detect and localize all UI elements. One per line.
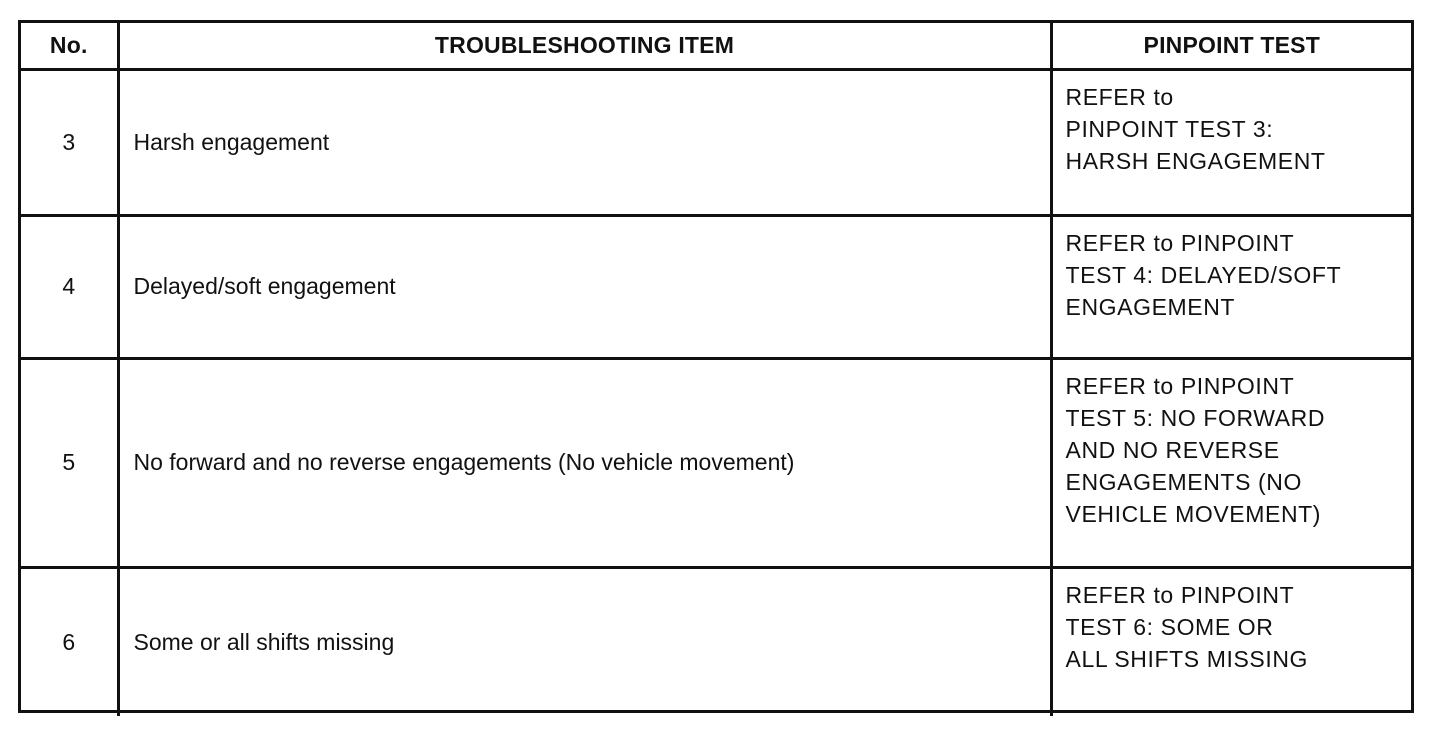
pinpoint-test-line: HARSH ENGAGEMENT <box>1065 147 1326 174</box>
troubleshooting-table <box>18 20 1414 713</box>
pinpoint-test-reference <box>1051 215 1411 358</box>
pinpoint-test-line: REFER to PINPOINT <box>1065 372 1295 399</box>
table-row <box>21 567 1411 716</box>
troubleshooting-item: Delayed/soft engagement <box>118 215 1051 358</box>
pinpoint-test-line: PINPOINT TEST 3: <box>1065 115 1274 142</box>
table-row <box>21 69 1411 215</box>
pinpoint-test-line: REFER to PINPOINT <box>1065 229 1295 256</box>
header-row <box>21 23 1411 69</box>
row-number: 5 <box>21 358 118 567</box>
table-row <box>21 215 1411 358</box>
pinpoint-test-line: ENGAGEMENT <box>1065 293 1236 320</box>
row-number: 3 <box>21 69 118 215</box>
pinpoint-test-line: AND NO REVERSE <box>1065 436 1280 463</box>
troubleshooting-item: Some or all shifts missing <box>118 567 1051 716</box>
pinpoint-test-line: ALL SHIFTS MISSING <box>1065 645 1309 672</box>
table-row <box>21 358 1411 567</box>
pinpoint-test-line: ENGAGEMENTS (NO <box>1065 468 1302 495</box>
pinpoint-test-line: VEHICLE MOVEMENT) <box>1065 500 1322 527</box>
pinpoint-test-reference <box>1051 69 1411 215</box>
pinpoint-test-line: TEST 5: NO FORWARD <box>1065 404 1326 431</box>
troubleshooting-grid <box>21 23 1411 716</box>
row-number: 6 <box>21 567 118 716</box>
header-troubleshooting-item: TROUBLESHOOTING ITEM <box>118 23 1051 69</box>
row-number: 4 <box>21 215 118 358</box>
troubleshooting-item: No forward and no reverse engagements (No vehicle movement) <box>118 358 1051 567</box>
pinpoint-test-reference <box>1051 358 1411 567</box>
pinpoint-test-line: TEST 6: SOME OR <box>1065 613 1274 640</box>
pinpoint-test-line: TEST 4: DELAYED/SOFT <box>1065 261 1342 288</box>
header-pinpoint-test: PINPOINT TEST <box>1051 23 1411 69</box>
pinpoint-test-reference <box>1051 567 1411 716</box>
pinpoint-test-line: REFER to PINPOINT <box>1065 581 1295 608</box>
troubleshooting-item: Harsh engagement <box>118 69 1051 215</box>
header-no: No. <box>21 23 118 69</box>
pinpoint-test-line: REFER to <box>1065 83 1174 110</box>
